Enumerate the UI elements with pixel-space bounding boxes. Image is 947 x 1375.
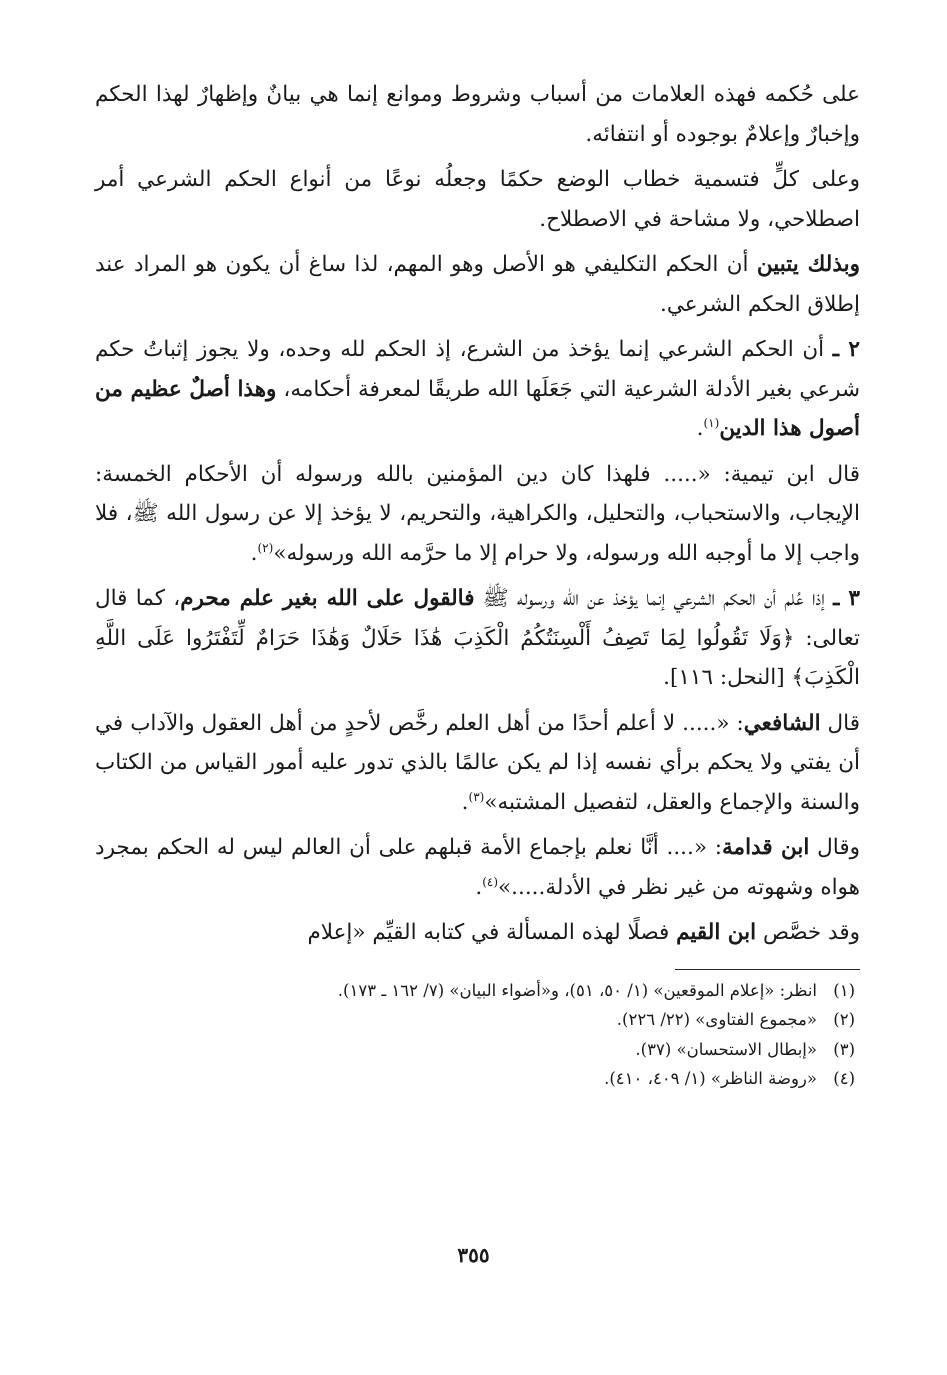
footnote-divider <box>675 969 860 970</box>
page-body <box>95 75 860 1094</box>
author-name: ابن القيم <box>676 920 757 945</box>
quran-verse: ، كما قال تعالى: ﴿وَلَا تَقُولُوا لِمَا تَصِفُ أَلْسِنَتُكُمُ الْكَذِبَ هَٰذَا حَلَالٌ وَهَٰذَا حَرَامٌ لِّتَفْتَرُوا عَلَى اللَّهِ الْكَذِبَ﴾ [النحل: ١١٦]. <box>95 586 860 690</box>
bold-phrase: فالقول على الله بغير علم محرم <box>180 586 475 611</box>
footnote-number: (٣) <box>833 1039 855 1059</box>
paragraph-2: وعلى كلٍّ فتسمية خطاب الوضع حكمًا وجعلُه نوعًا من أنواع الحكم الشرعي أمر اصطلاحي، ولا مشاحة في الاصطلاح. <box>95 167 860 232</box>
footnote-4 <box>95 1064 860 1094</box>
footnote-number: (٤) <box>833 1069 855 1088</box>
paragraph-8: وقال ابن قدامة: «.... أنَّا نعلم بإجماع الأمة قبلهم على أن العالم ليس له الحكم بمجرد هواه وشهوته من غير نظر في الأدلة.....»$^{(٤)}$. <box>95 835 860 900</box>
paragraph-1: على حُكمه فهذه العلامات من أسباب وشروط وموانع إنما هي بيانٌ وإظهارٌ لهذا الحكم وإخبارٌ وإعلامٌ بوجوده أو انتفائه. <box>95 82 860 147</box>
footnote-text: «روضة الناظر» (١/ ٤٠٩، ٤١٠). <box>604 1069 817 1088</box>
paragraph-4: ٢ ـ أن الحكم الشرعي إنما يؤخذ من الشرع، إذ الحكم لله وحده، ولا يجوز إثباتُ حكم شرعي بغير الأدلة الشرعية التي جَعَلَها الله طريقًا لمعرفة أحكامه، وهذا أصلٌ عظيم من أصول هذا الدين$^{(١)}$. <box>95 337 861 441</box>
paragraph-6: ٣ ـ إذا عُلم أن الحكم الشرعي إنما يؤخذ عن الله ورسوله ﷺ فالقول على الله بغير علم محرم، كما قال تعالى: ﴿وَلَا تَقُولُوا لِمَا تَصِفُ أَلْسِنَتُكُمُ الْكَذِبَ هَٰذَا حَلَالٌ وَهَٰذَا حَرَامٌ لِّتَفْتَرُوا عَلَى اللَّهِ الْكَذِبَ﴾ [النحل: ١١٦]. <box>95 586 860 690</box>
footnote-text: «إبطال الاستحسان» (٣٧). <box>635 1039 817 1059</box>
author-name: ابن قدامة <box>722 835 810 860</box>
item-number: ٢ ـ <box>832 337 860 362</box>
footnote-3 <box>95 1035 860 1065</box>
footnote-text: انظر: «إعلام الموقعين» (١/ ٥٠، ٥١)، و«أضواء البيان» (٧/ ١٦٢ ـ ١٧٣). <box>337 980 817 1000</box>
footnote-text: «مجموع الفتاوى» (٢٢/ ٢٢٦). <box>616 1010 817 1029</box>
bold-phrase: وبذلك يتبين <box>756 252 860 277</box>
footnote-number: (٢) <box>833 1010 855 1029</box>
footnote-ref: (١) <box>703 415 720 430</box>
footnote-2 <box>95 1005 860 1035</box>
bold-phrase: وهذا أصلٌ عظيم من أصول هذا الدين <box>95 376 860 441</box>
page-number: ٣٥٥ <box>457 1243 490 1267</box>
paragraph-7: قال الشافعي: «..... لا أعلم أحدًا من أهل العلم رخَّص لأحدٍ من أهل العقول والآداب في أن يفتي ولا يحكم برأي نفسه إذا لم يكن عالمًا بالذي تدور عليه أمور القياس من الكتاب والسنة والإجماع والعقل، لتفصيل المشتبه»$^{(٣)}$. <box>95 710 860 815</box>
paragraph-5: قال ابن تيمية: «..... فلهذا كان دين المؤمنين بالله ورسوله أن الأحكام الخمسة: الإيجاب، والاستحباب، والتحليل، والكراهية، والتحريم، لا يؤخذ إلا عن رسول الله ﷺ، فلا واجب إلا ما أوجبه الله ورسوله، ولا حرام إلا ما حرَّمه الله ورسوله»$^{(٢)}$. <box>95 461 860 566</box>
item-number: ٣ ـ <box>833 586 860 611</box>
paragraph-3: وبذلك يتبين أن الحكم التكليفي هو الأصل وهو المهم، لذا ساغ أن يكون هو المراد عند إطلاق الحكم الشرعي. <box>95 252 860 317</box>
footnote-ref: (٤) <box>482 874 499 889</box>
footnote-number: (١) <box>833 980 855 1000</box>
footnote-1 <box>95 976 860 1006</box>
paragraph-9: وقد خصَّص ابن القيم فصلًا لهذه المسألة في كتابه القيِّم «إعلام <box>307 920 860 945</box>
footnote-ref: (٣) <box>468 789 485 804</box>
footnote-ref: (٢) <box>257 540 274 555</box>
author-name: الشافعي <box>743 710 821 736</box>
